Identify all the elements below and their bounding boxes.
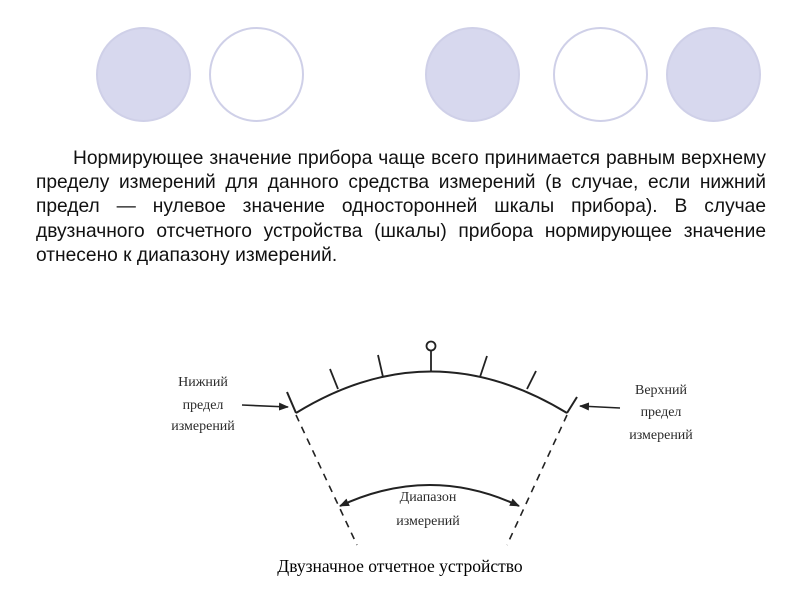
right-label-line-1: Верхний <box>634 383 688 398</box>
left-label-line-3: измерений <box>171 419 235 434</box>
right-label-line-3: измерений <box>629 428 693 443</box>
left-boundary-line <box>296 415 357 545</box>
scale-tick <box>527 371 536 389</box>
upper-limit-arrow <box>580 406 620 408</box>
scale-arc <box>296 372 567 414</box>
range-label-line-2: измерений <box>396 514 460 529</box>
scale-tick <box>378 355 383 377</box>
scale-tick <box>480 356 487 377</box>
scale-tick <box>330 369 338 389</box>
body-paragraph: Нормирующее значение прибора чаще всего принимается равным верхнему пределу измерений для данного средства измерений (в случае, если нижний предел — нулевое значение односторонней шкалы прибора). В случае двузначного отсчетного устройства (шкалы) прибора нормирующее значение отнесено к диапазону измерений. <box>36 148 766 266</box>
right-boundary-line <box>507 415 567 545</box>
right-label-line-2: предел <box>640 405 682 420</box>
left-label-line-2: предел <box>182 398 224 413</box>
left-label-line-1: Нижний <box>178 375 228 390</box>
diagram-caption: Двузначное отчетное устройство <box>277 556 523 576</box>
range-label-line-1: Диапазон <box>399 490 457 505</box>
lower-limit-arrow <box>242 405 288 407</box>
scale-tick-right-end <box>567 397 577 413</box>
pointer-knob <box>427 342 436 351</box>
scale-tick-left-end <box>287 392 296 413</box>
